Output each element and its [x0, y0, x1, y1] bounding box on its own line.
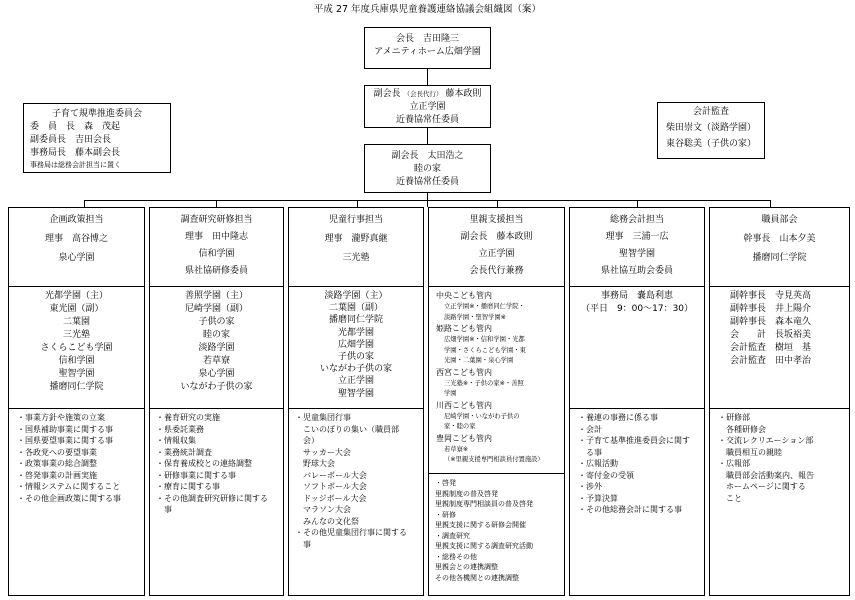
- connector-col6: [770, 200, 771, 207]
- member-item: 立正学園: [337, 376, 374, 387]
- column-org: 立正学園: [478, 249, 515, 259]
- member-item: 若草寮: [202, 356, 230, 366]
- task-item: ・広報活動: [578, 459, 618, 468]
- task-item: ・渉外: [578, 482, 602, 491]
- column-title: 里親支援担当: [469, 215, 524, 225]
- connector-col1: [84, 200, 85, 207]
- member-item: 聖智学園: [337, 388, 374, 399]
- column-director: 副会長 藤本政則: [460, 232, 533, 242]
- page-title: 平成 27 年度兵庫県児童養護連絡協議会組織図（案）: [313, 4, 542, 15]
- task-item: バレーボール大会: [295, 470, 367, 480]
- task-item: ・情報システムに関すること: [17, 482, 121, 491]
- audit-member: 東谷聡美（子供の家）: [666, 139, 757, 149]
- member-item: 播磨同仁学院: [328, 315, 383, 326]
- member-item: （平日 9：00～17：30）: [580, 304, 694, 314]
- task-item: ・事業方針や施策の立案: [17, 413, 105, 422]
- member-district: 中央こども管内: [436, 291, 492, 300]
- vp2-org: 睦の家: [413, 164, 441, 174]
- column-admin: [569, 207, 705, 596]
- task-item: 里親制度専門相談員の普及啓発: [435, 500, 533, 508]
- member-item: 淡路学園: [198, 343, 235, 353]
- column-members: [710, 286, 849, 409]
- column-director: 理事 瀧野真継: [324, 234, 388, 244]
- column-director: 幹事長 山本夕美: [743, 234, 816, 244]
- connector-col5: [637, 200, 638, 207]
- member-item: 淡路学園（主）: [324, 291, 388, 301]
- column-head: [150, 214, 283, 278]
- member-item: 会 計 長坂裕美: [730, 330, 812, 340]
- president-box: [364, 27, 491, 69]
- column-tasks: [570, 408, 704, 516]
- president-name: 会長 吉田隆三: [395, 34, 459, 44]
- task-item: ソフトボール大会: [295, 482, 367, 491]
- member-item: 会計監査 樹垣 基: [730, 343, 812, 353]
- task-item: サッカー大会: [295, 447, 351, 457]
- task-item: 会）: [295, 436, 319, 445]
- committee-note: 事務局は総務会計担当に置く: [30, 161, 121, 169]
- connector-horizontal-bus: [84, 200, 770, 201]
- audit-box: [657, 102, 765, 159]
- column-members: [289, 286, 423, 409]
- column-head: [570, 214, 704, 278]
- column-members: [429, 286, 564, 474]
- vp1-role: 近養協常任委員: [395, 115, 459, 125]
- member-item: 二葉園: [62, 317, 90, 327]
- member-district: 姫路こども管内: [436, 324, 492, 333]
- task-item: こと: [718, 493, 742, 503]
- member-item: 泉心学園: [198, 369, 235, 379]
- task-item: 職員部会活動案内、報告: [718, 470, 814, 480]
- connector-col3: [357, 200, 358, 207]
- task-item: こいのぼりの集い（職員部: [295, 424, 399, 434]
- member-item: 光都学園（主）: [44, 291, 108, 301]
- member-subitem: （※里親支援専門相談員付置施設）: [444, 456, 544, 463]
- task-item: ・政策事業の総合調整: [17, 459, 97, 468]
- column-tasks: [710, 408, 849, 504]
- vp1-org: 立正学園: [409, 102, 446, 112]
- task-item: ・予算決算: [578, 493, 618, 503]
- committee-line: 副委員長 吉田会長: [30, 135, 112, 145]
- member-item: いながわ子供の家: [319, 364, 392, 375]
- vp2-role: 近養協常任委員: [395, 177, 459, 187]
- member-subitem: 若草寮※: [444, 445, 469, 453]
- task-item: ・会計: [578, 424, 602, 434]
- vp1-acting-note: （会長代行）: [403, 90, 443, 98]
- member-subitem: 広畑学園※・信和学園・光都: [444, 336, 525, 343]
- column-title: 児童行事担当: [328, 215, 383, 225]
- task-item: ・国県補助事業に関する事: [17, 424, 113, 434]
- task-item: 事: [295, 539, 311, 549]
- task-item: その他各機関との連携調整: [435, 573, 519, 582]
- task-item: ・養連の事務に係る事: [578, 413, 658, 422]
- column-tasks: [150, 408, 283, 516]
- task-item: ・総務その他: [435, 552, 477, 561]
- task-item: ・養育研究の実施: [156, 413, 220, 422]
- column-members: [570, 286, 704, 409]
- member-item: 三光塾: [62, 330, 90, 340]
- column-role: 県社協研修委員: [184, 266, 248, 276]
- vp2-name: 副会長 太田浩之: [391, 151, 464, 161]
- task-item: 里親会との連携調整: [435, 563, 498, 571]
- column-research: [149, 207, 284, 596]
- connector-vp1-vp2: [427, 128, 428, 144]
- column-members: [150, 286, 283, 409]
- task-item: ・その他調査研究研修に関する: [156, 493, 268, 503]
- task-item: ・研修部: [718, 413, 750, 422]
- president-org: アメニティホーム広畑学園: [374, 47, 481, 57]
- member-item: 睦の家: [202, 330, 230, 340]
- task-item: ・寄付金の受領: [578, 470, 634, 480]
- column-director: 理事 高谷博之: [44, 234, 108, 244]
- task-item: ・調査研究: [435, 531, 470, 540]
- column-role: 会長代行兼務: [469, 266, 524, 276]
- column-foster: [428, 207, 565, 596]
- column-events: [288, 207, 424, 596]
- member-item: 事務局 嚢島利恵: [600, 291, 673, 301]
- task-item: る事: [578, 447, 602, 457]
- column-director: 理事 三浦一広: [605, 232, 669, 242]
- column-org: 播磨同仁学院: [752, 253, 807, 263]
- task-item: 里親支援に関する調査研究活動: [435, 542, 533, 550]
- column-title: 企画政策担当: [49, 215, 104, 225]
- member-item: 子供の家: [198, 317, 235, 327]
- task-item: みんなの文化祭: [295, 516, 359, 526]
- task-item: 里親支援に関する研修会開催: [435, 521, 526, 529]
- vp1-prefix: 副会長: [373, 89, 401, 99]
- member-item: 副幹事長 寺見英高: [730, 291, 812, 301]
- member-item: 副幹事長 井上陽介: [730, 304, 812, 314]
- member-subitem: 立正学園※・播磨同仁学院・: [444, 303, 525, 310]
- connector-president-vp1: [427, 69, 428, 85]
- vp1-name: 藤本政則: [445, 89, 482, 99]
- task-item: ・広報部: [718, 459, 750, 468]
- task-item: ホームページに関する: [718, 482, 806, 491]
- connector-col2: [216, 200, 217, 207]
- committee-title: 子育て規準推進委員会: [51, 109, 142, 119]
- task-item: ・児童集団行事: [295, 413, 351, 422]
- column-members: [9, 286, 144, 409]
- member-item: 会計監査 田中孝治: [730, 356, 812, 366]
- column-org: 聖智学園: [618, 249, 655, 259]
- task-item: ・各政党への要望事業: [17, 447, 97, 457]
- member-item: 東光園（副）: [49, 304, 104, 314]
- member-item: 広畑学園: [337, 339, 374, 350]
- task-item: ・啓発: [435, 479, 456, 487]
- member-subitem: 学園・さくらこども学園・東: [444, 346, 526, 354]
- column-head: [289, 214, 423, 265]
- member-item: 聖智学園: [58, 369, 95, 379]
- member-item: 尼崎学園（副）: [184, 304, 248, 314]
- member-item: 二葉園（副）: [328, 303, 383, 314]
- member-subitem: 尼崎学園・いながわ子供の: [444, 412, 520, 420]
- task-item: ドッジボール大会: [295, 493, 367, 503]
- vice-president-1-box: [364, 85, 491, 128]
- member-item: さくらこども学園: [40, 343, 113, 353]
- task-item: マラソン大会: [295, 505, 351, 514]
- column-head: [429, 214, 564, 278]
- committee-box: [23, 103, 171, 173]
- column-title: 職員部会: [761, 215, 798, 225]
- column-title: 調査研究研修担当: [180, 215, 253, 225]
- task-item: ・その他総務会計に関する事: [578, 505, 682, 514]
- committee-line: 事務局長 藤本副会長: [30, 148, 121, 158]
- task-item: ・情報収集: [156, 436, 196, 445]
- task-item: ・研修事業に関する事: [156, 470, 236, 480]
- vp1-name-line: [365, 88, 490, 101]
- connector-col4: [497, 200, 498, 207]
- column-head: [9, 214, 144, 265]
- member-item: 副幹事長 森本竜久: [730, 317, 812, 327]
- member-item: いながわ子供の家: [180, 382, 253, 392]
- task-item: 職員相互の親睦: [718, 447, 782, 457]
- member-subitem: 家・睦の家: [444, 423, 476, 430]
- column-director: 理事 田中隆志: [184, 232, 248, 242]
- column-org: 泉心学園: [58, 253, 95, 263]
- column-staff: [709, 207, 850, 596]
- member-item: 光都学園: [337, 327, 374, 338]
- member-item: 善照学園（主）: [184, 291, 248, 301]
- vice-president-2-box: [364, 144, 491, 193]
- member-subitem: 三光塾※・子供の家※・善照: [444, 379, 524, 387]
- column-org: 信和学園: [198, 249, 235, 259]
- column-head: [710, 214, 849, 265]
- column-tasks: [9, 408, 144, 504]
- task-item: 野球大会: [295, 459, 335, 468]
- task-item: ・啓発事業の計画実施: [17, 470, 97, 480]
- task-item: ・県委託業務: [156, 424, 204, 434]
- member-item: 播磨同仁学院: [49, 382, 104, 392]
- column-tasks: [289, 408, 423, 550]
- committee-line: 委 員 長 森 茂起: [30, 122, 121, 132]
- member-item: 信和学園: [58, 356, 95, 366]
- column-planning: [8, 207, 145, 596]
- task-item: 里親制度の普及啓発: [435, 489, 498, 498]
- task-item: ・研修: [435, 510, 456, 519]
- member-district: 豊岡こども管内: [436, 433, 492, 443]
- column-org: 三光塾: [342, 253, 370, 263]
- member-district: 西宮こども管内: [436, 367, 492, 377]
- task-item: ・国県要望事業に関する事: [17, 436, 113, 445]
- column-title: 総務会計担当: [609, 215, 664, 225]
- task-item: ・保育養成校との連絡調整: [156, 459, 252, 468]
- column-role: 県社協互助会委員: [600, 266, 673, 276]
- member-subitem: 光園・二葉園・泉心学園: [444, 357, 514, 364]
- task-item: 各種研修会: [718, 424, 766, 434]
- task-item: ・その他企画政策に関する事: [17, 493, 121, 503]
- task-item: 事: [156, 505, 172, 514]
- member-item: 子供の家: [337, 352, 374, 363]
- member-subitem: 淡路学園・聖智学園※: [444, 313, 506, 321]
- task-item: ・交流レクリエーション部: [718, 436, 814, 445]
- member-subitem: 学園: [444, 390, 457, 397]
- task-item: ・療育に関する事: [156, 482, 220, 491]
- task-item: ・子育て基準推進委員会に関す: [578, 436, 690, 445]
- task-item: ・業務統計調査: [156, 447, 212, 457]
- task-item: ・その他児童集団行事に関する: [295, 528, 407, 537]
- column-tasks: [429, 473, 564, 583]
- member-district: 川西こども管内: [436, 400, 492, 410]
- audit-member: 柴田崇文（淡路学園）: [666, 123, 757, 133]
- audit-title: 会計監査: [692, 107, 729, 117]
